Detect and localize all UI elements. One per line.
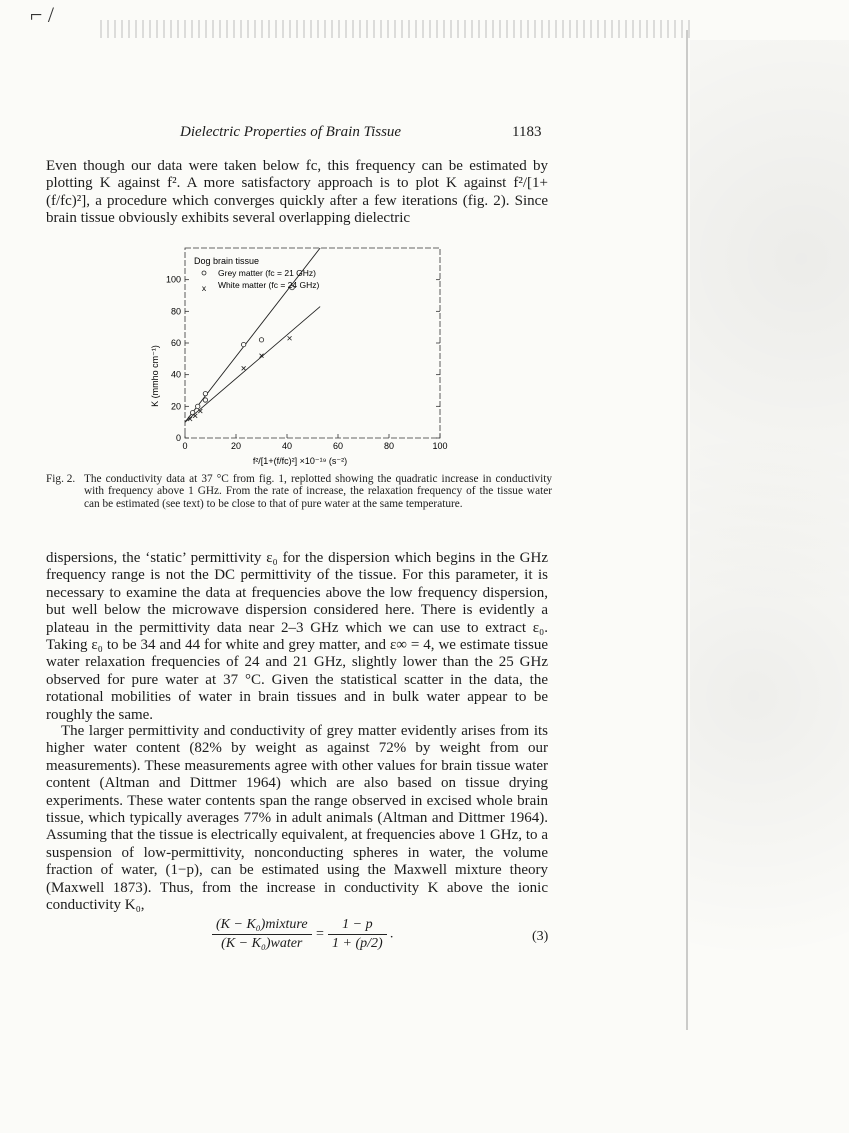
equation-number: (3) (532, 929, 549, 944)
y-tick-label-2: 40 (170, 369, 181, 380)
white-point-1 (193, 414, 197, 418)
y-tick-label-5: 100 (165, 274, 181, 285)
equation-rhs-denominator: 1 + (p/2) (332, 936, 383, 951)
y-tick-label-1: 20 (170, 401, 181, 412)
y-tick-label-0: 0 (175, 433, 181, 443)
equation-lhs-denominator: (K − K₀)water (221, 936, 303, 951)
paragraph-water-content: The larger permittivity and conductivity of grey matter evidently arises from its higher water content (82% by weight as against 72% by weight from our measurements). These measurements agree with other values for brain tissue water content (Altman and Dittmer 1964) which are also based on tissue drying experiments. These water contents span the range observed in excised whole brain tissue, which typically averages 77% in adult animals (Altman and Dittmer 1964). Assuming that the tissue is electrically equivalent, at frequencies above 1 GHz, to a suspension of low-permittivity, nonconducting spheres in water, the volume fraction of water, (1−p), can be estimated using the Maxwell mixture theory (Maxwell 1873). Thus, from the increase in conductivity K above the ionic conductivity K₀, (46, 723, 548, 914)
x-tick-label-5: 100 (432, 441, 448, 451)
legend-white-label: White matter (fc = 24 GHz) (218, 280, 320, 290)
white-point-3 (242, 366, 246, 370)
legend-white-marker: x (201, 283, 207, 293)
legend-grey-label: Grey matter (fc = 21 GHz) (218, 268, 317, 278)
equation-lhs (212, 917, 312, 952)
paragraph-intro: Even though our data were taken below fc, this frequency can be estimated by plotting K against f². A more satisfactory approach is to plot K against f²/[1+(f/fc)²], a procedure which converges quickly after a few iterations (fig. 2). Since brain tissue obviously exhibits several overlapping dielectric (46, 158, 548, 227)
scan-artifact-right (690, 40, 849, 1133)
grey-point-5 (259, 338, 263, 342)
y-tick-label-4: 80 (170, 306, 181, 317)
scan-artifact-top (100, 20, 690, 38)
y-axis-label: K (mmho cm⁻¹) (150, 345, 160, 407)
grey-point-3 (203, 391, 207, 395)
grey-point-4 (241, 342, 245, 346)
page-edge (686, 30, 688, 1030)
caption-text: The conductivity data at 37 °C from fig. 1, replotted showing the quadratic increase in conductivity with frequency above 1 GHz. From the rate of increase, the relaxation frequency of the tissue water can be estimated (see text) to be close to that of pure water at the same temperature. (84, 473, 552, 510)
scan-mark: ⌐ / (30, 2, 55, 27)
figure-caption (46, 473, 552, 510)
grey-point-2 (203, 398, 207, 402)
x-tick-label-4: 80 (383, 441, 395, 451)
equation-equals: = (315, 926, 329, 942)
legend-title: Dog brain tissue (194, 256, 260, 266)
figure-2-chart (140, 238, 460, 470)
x-axis-label: f²/[1+(f/fc)²] ×10⁻¹⁹ (s⁻²) (252, 456, 348, 466)
equation-3 (212, 917, 394, 952)
white-point-2 (198, 409, 202, 413)
grey-point-1 (196, 404, 200, 408)
page-number: 1183 (512, 124, 542, 140)
fit-line-white (185, 307, 320, 423)
x-tick-label-3: 60 (332, 441, 344, 451)
running-header-title: Dielectric Properties of Brain Tissue (180, 124, 402, 140)
axis-ticks (166, 275, 448, 451)
caption-label: Fig. 2. (46, 473, 76, 485)
x-tick-label-1: 20 (230, 441, 242, 451)
equation-period: . (390, 926, 394, 942)
equation-rhs (328, 917, 387, 952)
x-tick-label-0: 0 (182, 441, 188, 451)
white-point-5 (288, 336, 292, 340)
equation-rhs-numerator: 1 − p (328, 917, 387, 935)
y-tick-label-3: 60 (170, 338, 181, 348)
equation-lhs-numerator: (K − K₀)mixture (212, 917, 312, 935)
legend-grey-marker (202, 271, 206, 275)
paragraph-dispersions: dispersions, the ‘static’ permittivity ε₀ for the dispersion which begins in the GHz frequency range is not the DC permittivity of the tissue. For this parameter, it is necessary to examine the data at frequencies above the low frequency dispersion, but well below the microwave dispersion considered here. There is evidently a plateau in the permittivity data near 2–3 GHz which we can use to extract ε₀. Taking ε₀ to be 34 and 44 for white and grey matter, and ε∞ = 4, we estimate tissue water relaxation frequencies of 24 and 21 GHz, slightly lower than the 25 GHz observed for pure water at 37 °C. Given the statistical scatter in the data, the rotational mobilities of water in brain tissues and in bulk water appear to be roughly the same. (46, 550, 548, 723)
x-tick-label-2: 40 (281, 441, 293, 451)
